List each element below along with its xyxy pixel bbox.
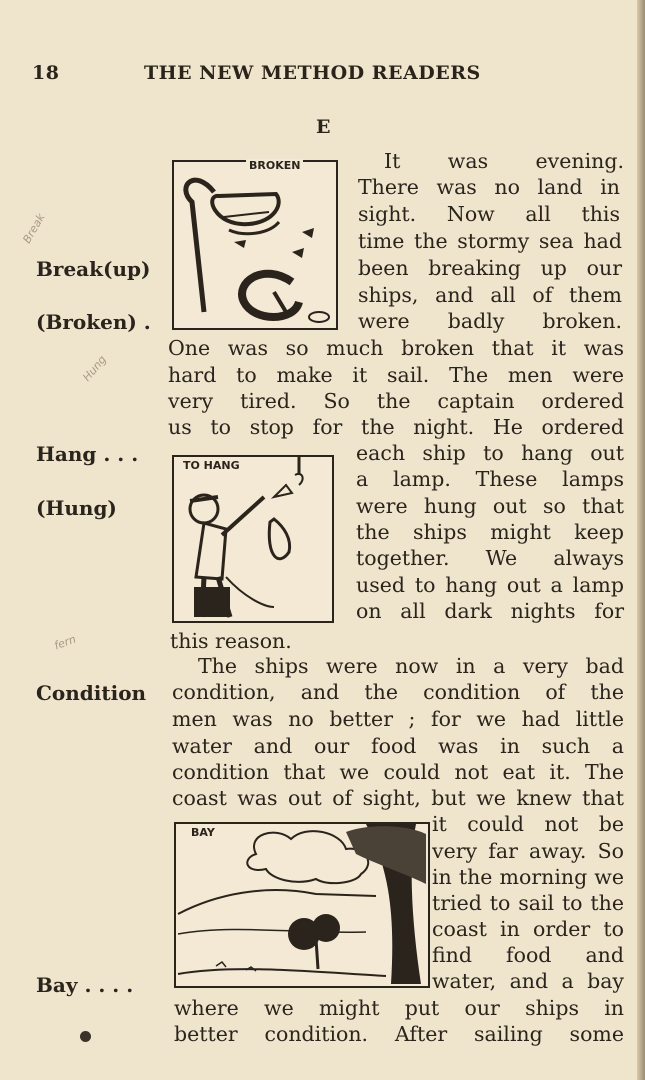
pencil-note: Break <box>20 211 48 246</box>
text-line: in the morning we <box>432 865 624 889</box>
text-line: where we might put our ships in <box>174 996 624 1020</box>
margin-word-bay: Bay . . . . <box>36 973 134 997</box>
bullet-mark <box>80 1031 91 1042</box>
text-line: us to stop for the night. He ordered <box>168 415 624 439</box>
text-line: time the stormy sea had <box>358 229 622 253</box>
margin-word-condition: Condition <box>36 681 147 705</box>
margin-word-hang: Hang . . . <box>36 442 139 466</box>
text-line: condition, and the condition of the <box>172 680 624 704</box>
page-edge <box>637 0 645 1080</box>
text-line: water, and a bay <box>432 969 624 993</box>
text-line: been breaking up our <box>358 256 622 280</box>
running-title: THE NEW METHOD READERS <box>144 62 481 84</box>
text-line: One was so much broken that it was <box>168 336 624 360</box>
bay-landscape-icon <box>176 824 428 986</box>
text-line: used to hang out a lamp <box>356 573 624 597</box>
text-line: water and our food was in such a <box>172 734 624 758</box>
bay-caption: BAY <box>188 826 218 839</box>
text-line: very tired. So the captain ordered <box>168 389 624 413</box>
to-hang-illustration <box>172 455 334 623</box>
text-line: ships, and all of them <box>358 283 622 307</box>
bay-illustration <box>174 822 430 988</box>
text-line: the ships might keep <box>356 520 624 544</box>
margin-word-break-up: Break(up) <box>36 257 151 281</box>
text-line: coast in order to <box>432 917 624 941</box>
text-line: men was no better ; for we had little <box>172 707 624 731</box>
pencil-note: fern <box>52 632 78 653</box>
text-line: hard to make it sail. The men were <box>168 363 624 387</box>
text-line: tried to sail to the <box>432 891 624 915</box>
text-line: were hung out so that <box>356 494 624 518</box>
text-line: The ships were now in a very bad <box>198 654 624 678</box>
broken-caption: BROKEN <box>246 159 303 172</box>
text-line: There was no land in <box>358 175 620 199</box>
man-hanging-lamp-icon <box>174 457 332 621</box>
pencil-note: Hung <box>80 353 109 384</box>
text-line: find food and <box>432 943 624 967</box>
text-line: each ship to hang out <box>356 441 624 465</box>
text-line: it could not be <box>432 812 624 836</box>
margin-word-broken: (Broken) . <box>36 310 151 334</box>
broken-pottery-icon <box>174 162 336 328</box>
page-number: 18 <box>32 62 60 84</box>
text-line: coast was out of sight, but we knew that <box>172 786 624 810</box>
text-line: condition that we could not eat it. The <box>172 760 624 784</box>
text-line: were badly broken. <box>358 309 622 333</box>
text-line: better condition. After sailing some <box>174 1022 624 1046</box>
broken-illustration <box>172 160 338 330</box>
text-line: together. We always <box>356 546 624 570</box>
to-hang-caption: TO HANG <box>180 459 243 472</box>
text-line: sight. Now all this <box>358 202 620 226</box>
text-line: a lamp. These lamps <box>356 467 624 491</box>
margin-word-hung: (Hung) <box>36 496 117 520</box>
text-line: this reason. <box>170 629 292 653</box>
text-line: on all dark nights for <box>356 599 624 623</box>
text-line: very far away. So <box>432 839 624 863</box>
section-letter: E <box>316 116 331 138</box>
text-line: It was evening. <box>384 149 624 173</box>
